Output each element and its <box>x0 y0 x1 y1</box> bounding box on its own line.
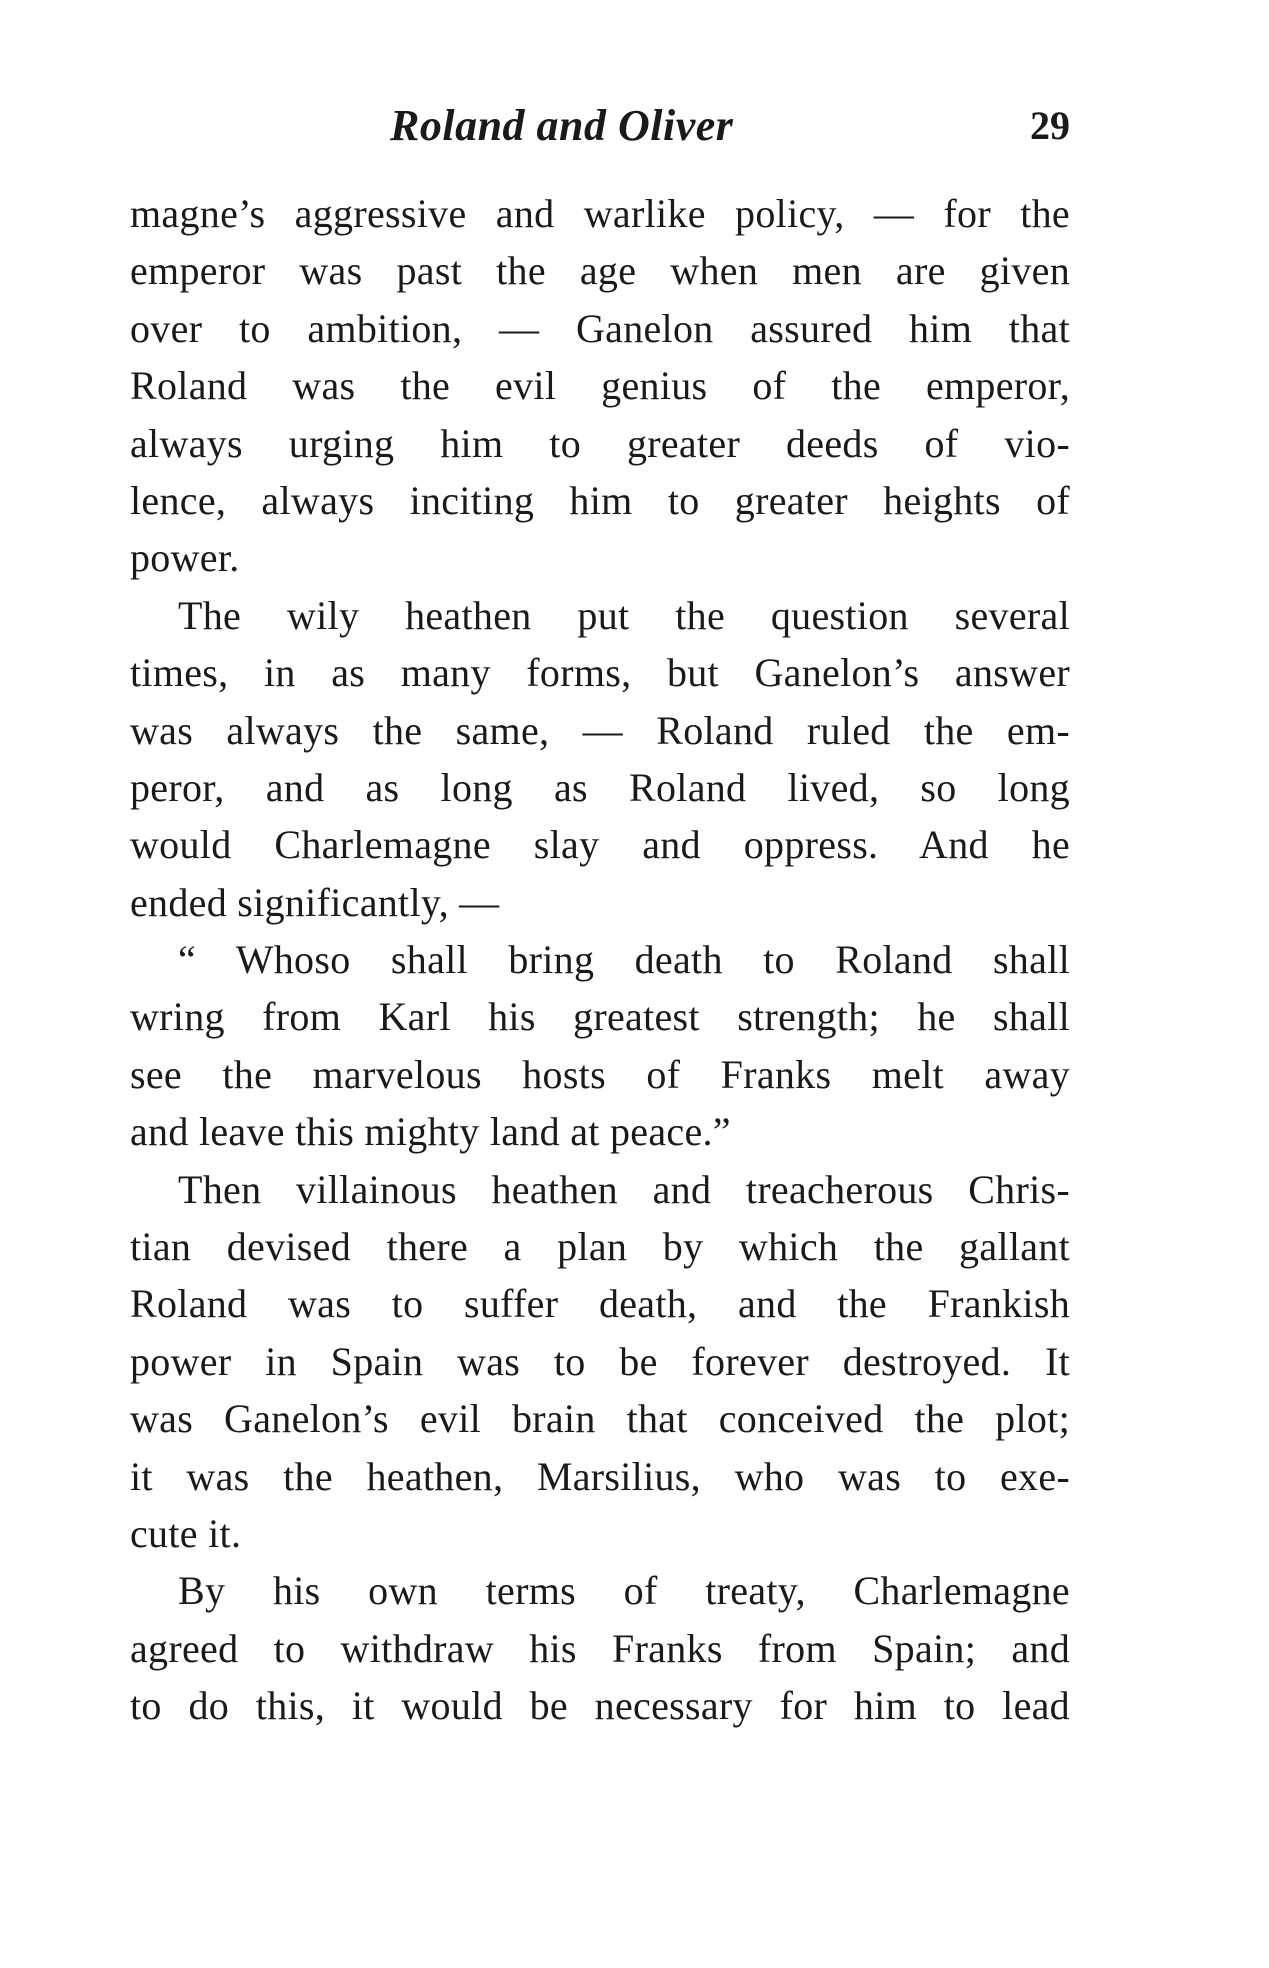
text-line: it was the heathen, Marsilius, who was to exe- <box>130 1453 1070 1499</box>
text-line: emperor was past the age when men are given <box>130 248 1070 294</box>
text-line: Roland was to suffer death, and the Frankish <box>130 1281 1070 1327</box>
text-line: peror, and as long as Roland lived, so long <box>130 764 1070 810</box>
text-line: was Ganelon’s evil brain that conceived the plot; <box>130 1396 1070 1442</box>
text-line: “ Whoso shall bring death to Roland shall <box>178 937 1070 983</box>
page-number: 29 <box>1030 103 1070 148</box>
text-line: always urging him to greater deeds of vio- <box>130 420 1070 466</box>
text-line: and leave this mighty land at peace.” <box>130 1109 731 1155</box>
text-line: power. <box>130 535 240 581</box>
text-line: would Charlemagne slay and oppress. And he <box>130 822 1070 868</box>
text-line: to do this, it would be necessary for him to lead <box>130 1683 1070 1729</box>
text-line: By his own terms of treaty, Charlemagne <box>178 1568 1070 1614</box>
text-line: see the marvelous hosts of Franks melt away <box>130 1051 1070 1097</box>
running-head <box>130 100 1070 160</box>
running-title: Roland and Oliver <box>390 101 734 150</box>
text-line: wring from Karl his greatest strength; he shall <box>130 994 1070 1040</box>
text-line: Roland was the evil genius of the emperor, <box>130 363 1070 409</box>
text-line: was always the same, — Roland ruled the em- <box>130 707 1070 753</box>
text-line: power in Spain was to be forever destroyed. It <box>130 1338 1070 1384</box>
text-line: magne’s aggressive and warlike policy, — for the <box>130 191 1070 236</box>
text-line: cute it. <box>130 1510 242 1556</box>
text-line: The wily heathen put the question several <box>178 592 1070 638</box>
text-line: Then villainous heathen and treacherous Chris- <box>178 1166 1070 1212</box>
text-line: over to ambition, — Ganelon assured him that <box>130 305 1070 351</box>
text-line: tian devised there a plan by which the gallant <box>130 1224 1070 1270</box>
text-line: lence, always inciting him to greater heights of <box>130 477 1070 523</box>
text-line: times, in as many forms, but Ganelon’s answer <box>130 650 1070 696</box>
text-line: ended significantly, — <box>130 879 500 925</box>
body-text <box>130 185 1070 1735</box>
text-line: agreed to withdraw his Franks from Spain; and <box>130 1625 1070 1671</box>
